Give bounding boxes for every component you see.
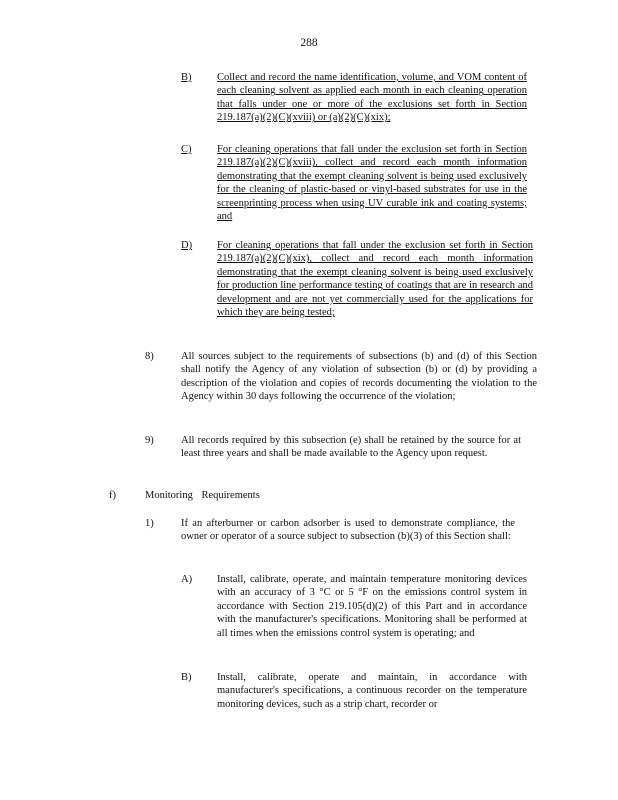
item-text: All sources subject to the requirements of subsections (b) and (d) of this Section shall notify the Agency of any violation of subsection (b) or (d) by providing a description of the violation and copies of records documenting the violation to the Agency within 30 days following the occurrence of the violation; <box>181 351 537 403</box>
item-8-notification <box>145 350 540 420</box>
item-1-afterburner <box>145 517 517 559</box>
section-f-heading <box>109 489 409 503</box>
item-label: B) <box>181 672 192 683</box>
item-label: B) <box>181 72 192 83</box>
item-label: A) <box>181 574 193 585</box>
item-label: 1) <box>145 518 154 529</box>
item-text: If an afterburner or carbon adsorber is used to demonstrate compliance, the owner or operator of a source subject to subsection (b)(3) of this Section shall: <box>181 518 515 543</box>
item-text: Install, calibrate, operate, and maintain temperature monitoring devices with an accuracy of 3 °C or 5 °F on the emissions control system in accordance with Section 219.105(d)(2) of this Part and in accordance with the manufacturer's specifications. Monitoring shall be performed at all times when the emissions control system is operating; and <box>217 574 527 639</box>
item-B-continuous-recorder <box>181 671 531 713</box>
item-A-temperature-monitoring <box>181 573 531 657</box>
item-D-research-exclusion <box>181 239 537 337</box>
item-text: For cleaning operations that fall under the exclusion set forth in Section 219.187(a)(2)(C)(xviii), collect and record each month information demonstrating that the exempt cleaning solvent is being used exclusively for the cleaning of plastic-based or vinyl-based substrates for use in the screenprinting process when using UV curable ink and coating systems; and <box>217 144 527 223</box>
page-number: 288 <box>300 37 318 49</box>
item-label: 8) <box>145 351 154 362</box>
item-label: C) <box>181 144 192 155</box>
item-text: All records required by this subsection (e) shall be retained by the source for at least three years and shall be made available to the Agency upon request. <box>181 435 521 460</box>
item-C-screenprinting-exclusion <box>181 143 531 227</box>
item-9-record-retention <box>145 434 540 476</box>
section-title: Monitoring Requirements <box>145 490 260 501</box>
item-label: D) <box>181 240 193 251</box>
item-label: f) <box>109 490 116 501</box>
item-text: For cleaning operations that fall under the exclusion set forth in Section 219.187(a)(2)(C)(xix), collect and record each month information demonstrating that the exempt cleaning solvent is being used exclusively for production line performance testing of coatings that are in research and development and are not yet commercially used for the applications for which they are being tested; <box>217 240 533 319</box>
item-B-cleaning-record <box>181 71 531 127</box>
item-label: 9) <box>145 435 154 446</box>
item-text: Install, calibrate, operate and maintain, in accordance with manufacturer's specifications, a continuous recorder on the temperature monitoring devices, such as a strip chart, recorder or <box>217 672 527 710</box>
item-text: Collect and record the name identification, volume, and VOM content of each cleaning solvent as applied each month in each cleaning operation that falls under one or more of the exclusions set forth in Section 219.187(a)(2)(C)(xviii) or (a)(2)(C)(xix); <box>217 72 527 124</box>
